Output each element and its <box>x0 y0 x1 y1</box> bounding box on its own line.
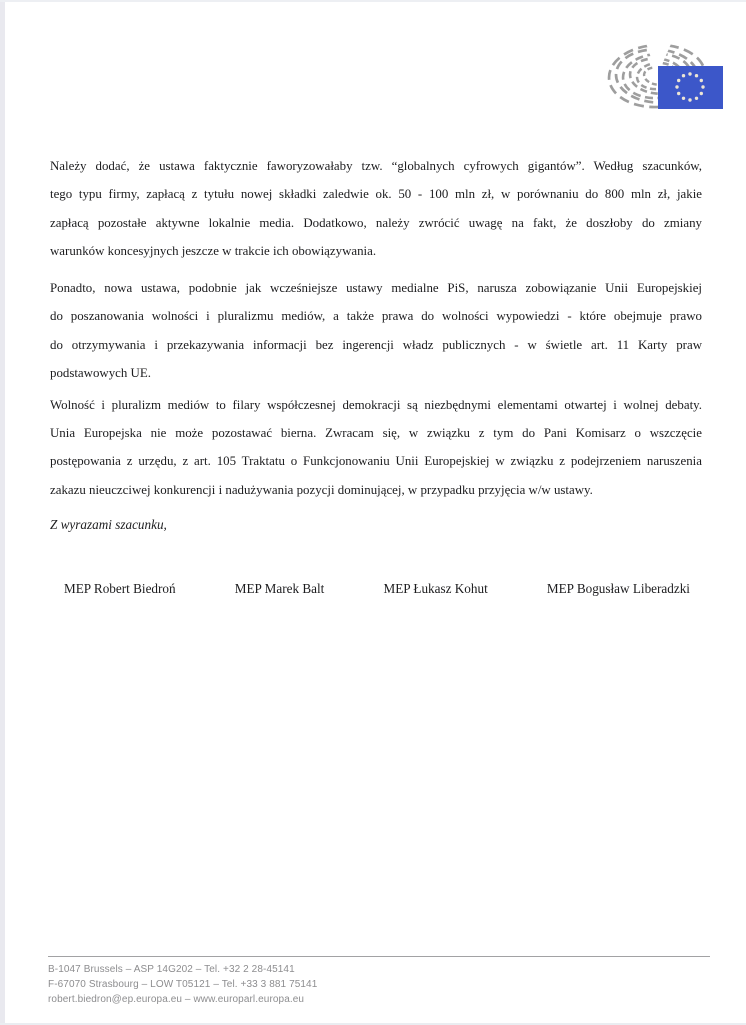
footer <box>48 956 714 1007</box>
signature-mep-boguslaw-liberadzki: MEP Bogusław Liberadzki <box>546 581 690 596</box>
paragraph-1 <box>50 152 702 266</box>
footer-brussels-address: B-1047 Brussels – ASP 14G202 – Tel. +32 2 28-45141 <box>48 964 295 975</box>
paragraph-line: tego typu firmy, zapłacą z tytułu nowej składki zaledwie ok. 50 - 100 mln zł, w porównaniu do 800 mln zł, jakie <box>50 187 702 202</box>
paragraph-line: Ponadto, nowa ustawa, podobnie jak wcześniejsze ustawy medialne PiS, narusza zobowiązanie Unii Europejskiej <box>50 280 702 295</box>
paragraph-line: do poszanowania wolności i pluralizmu mediów, a także prawa do wolności wypowiedzi - które obejmuje prawo <box>50 309 702 324</box>
page-edge-top <box>0 0 746 2</box>
closing-salutation: Z wyrazami szacunku, <box>50 517 167 533</box>
signature-mep-lukasz-kohut: MEP Łukasz Kohut <box>383 581 488 596</box>
letter-body <box>50 152 702 540</box>
paragraph-line: podstawowych UE. <box>50 366 151 381</box>
paragraph-line: zakazu nieuczciwej konkurencji i nadużywania pozycji dominującej, w przypadku przyjęcia w/w ustawy. <box>50 482 593 497</box>
paragraph-2 <box>50 274 702 388</box>
paragraph-line: Unia Europejska nie może pozostawać bierna. Zwracam się, w związku z tym do Pani Komisarz o wszczęcie <box>50 425 702 440</box>
footer-strasbourg-address: F-67070 Strasbourg – LOW T05121 – Tel. +33 3 881 75141 <box>48 979 318 990</box>
page-edge-left <box>0 0 5 1025</box>
signature-mep-marek-balt: MEP Marek Balt <box>234 581 325 596</box>
paragraph-3 <box>50 391 702 505</box>
paragraph-line: do otrzymywania i przekazywania informacji bez ingerencji władz publicznych - w świetle art. 11 Karty praw <box>50 337 702 352</box>
eu-flag-icon <box>658 66 723 109</box>
footer-email-website: robert.biedron@ep.europa.eu – www.europarl.europa.eu <box>48 994 305 1005</box>
signature-mep-robert-biedron: MEP Robert Biedroń <box>64 581 176 596</box>
footer-divider <box>48 956 710 957</box>
hemicycle-icon <box>607 44 726 110</box>
signature-row <box>50 580 700 598</box>
paragraph-line: warunków koncesyjnych jeszcze w trakcie ich obowiązywania. <box>50 244 377 259</box>
european-parliament-logo <box>607 44 726 110</box>
paragraph-line: zapłacą pozostałe aktywne lokalnie media. Dodatkowo, należy zwrócić uwagę na fakt, że doszłoby do zmiany <box>50 215 702 230</box>
paragraph-line: Wolność i pluralizm mediów to filary współczesnej demokracji są niezbędnymi elementami otwartej i wolnej debaty. <box>50 397 702 412</box>
paragraph-line: postępowania z urzędu, z art. 105 Traktatu o Funkcjonowaniu Unii Europejskiej w związku z podejrzeniem naruszenia <box>50 454 702 469</box>
paragraph-line: Należy dodać, że ustawa faktycznie faworyzowałaby tzw. “globalnych cyfrowych gigantów”. Według szacunków, <box>50 159 702 173</box>
